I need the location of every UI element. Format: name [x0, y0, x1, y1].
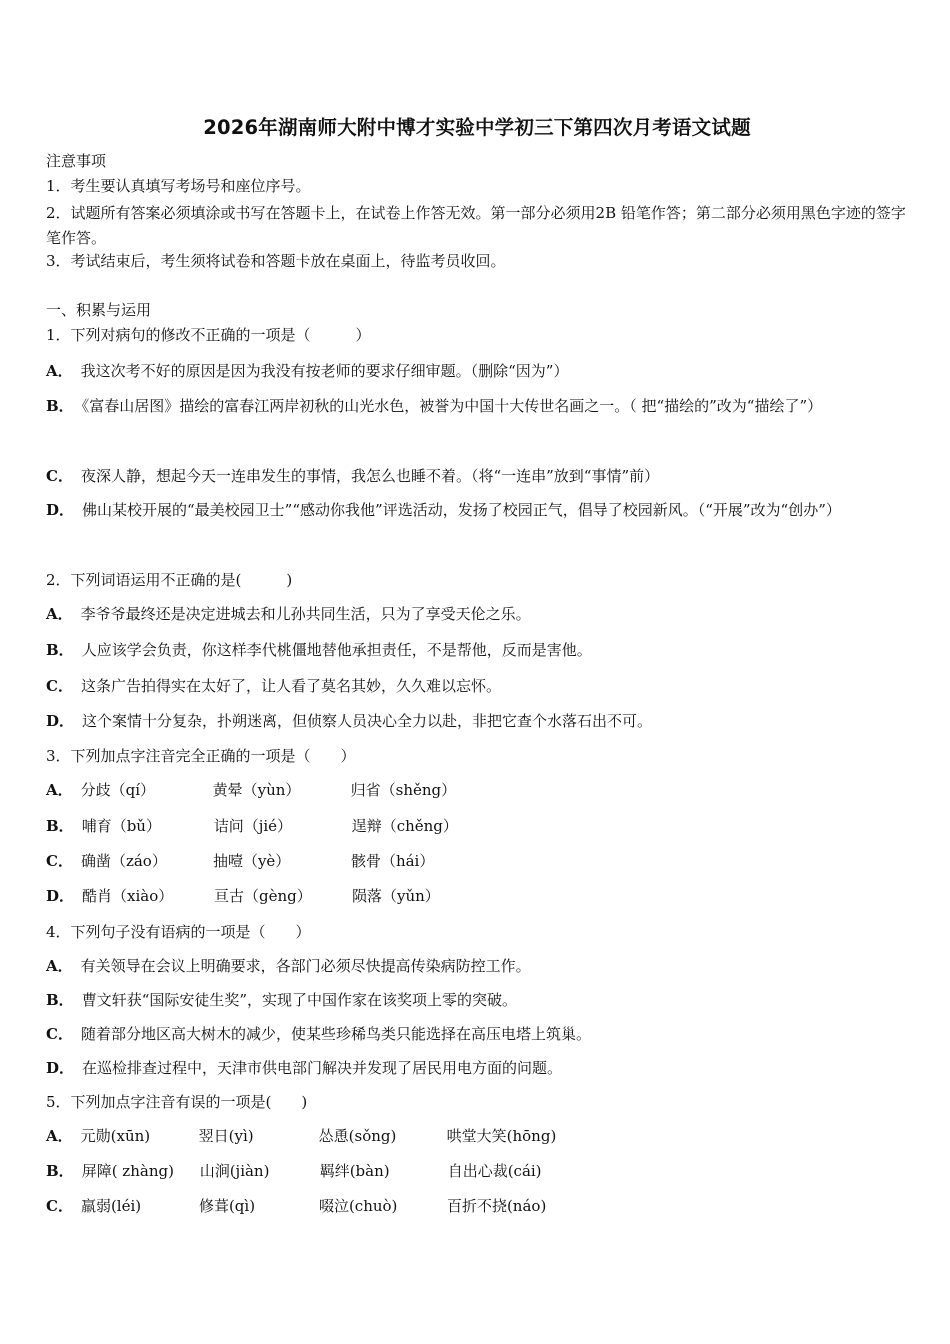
- q2-stem: 2．下列词语运用不正确的是( ): [46, 571, 293, 589]
- option-word: 羸弱(léi): [80, 1197, 142, 1215]
- option-word: 怂恿(sǒng): [318, 1127, 397, 1145]
- option-word: 归省（shěng）: [350, 781, 457, 799]
- option-label: A．: [46, 605, 73, 623]
- option-label: A．: [46, 1127, 73, 1145]
- option-text: 随着部分地区高大树木的减少，使某些珍稀鸟类只能选择在高压电塔上筑巢。: [80, 1025, 591, 1043]
- option-label: C．: [46, 1025, 73, 1043]
- notice-item-2: 2．试题所有答案必须填涂或书写在答题卡上，在试卷上作答无效。第一部分必须用2B 铅笔作答；第二部分必须用黑色字迹的签字笔作答。: [46, 204, 906, 247]
- option-word: 抽噎（yè）: [212, 852, 291, 870]
- option-word: 确凿（záo）: [80, 852, 167, 870]
- q3-option-c: [46, 851, 434, 871]
- option-text: 人应该学会负责，你这样李代桃僵地替他承担责任，不是帮他，反而是害他。: [81, 641, 592, 659]
- page-title: 2026年湖南师大附中博才实验中学初三下第四次月考语文试题: [203, 116, 751, 139]
- q1-option-a: [46, 361, 568, 381]
- q3-option-d: [46, 886, 440, 906]
- option-label: B．: [46, 397, 74, 415]
- option-word: 酷肖（xiào）: [82, 887, 174, 905]
- option-label: A．: [46, 781, 73, 799]
- q2-option-c: [46, 676, 501, 696]
- notice-item-3: 3．考试结束后，考生须将试卷和答题卡放在桌面上，待监考员收回。: [46, 252, 506, 270]
- option-word: 分歧（qí）: [80, 781, 156, 799]
- notice-heading: 注意事项: [46, 152, 107, 170]
- option-text: 在巡检排查过程中，天津市供电部门解决并发现了居民用电方面的问题。: [82, 1059, 563, 1077]
- option-label: D．: [46, 887, 75, 905]
- option-text: 这个案情十分复杂，扑朔迷离，但侦察人员决心全力以赴，非把它查个水落石出不可。: [82, 712, 653, 730]
- option-label: B．: [46, 817, 74, 835]
- option-word: 哺育（bǔ）: [81, 817, 161, 835]
- option-word: 黄晕（yùn）: [212, 781, 301, 799]
- q5-option-c: [46, 1196, 546, 1216]
- q3-option-a: [46, 780, 456, 800]
- option-word: 翌日(yì): [198, 1127, 254, 1145]
- q1-option-c: [46, 466, 659, 486]
- q3-stem: 3．下列加点字注音完全正确的一项是（ ）: [46, 747, 356, 765]
- option-word: 元勋(xūn): [80, 1127, 151, 1145]
- option-text: 这条广告拍得实在太好了，让人看了莫名其妙，久久难以忘怀。: [80, 677, 501, 695]
- q2-option-b: [46, 640, 592, 660]
- option-text: 曹文轩获“国际安徒生奖”，实现了中国作家在该奖项上零的突破。: [81, 991, 518, 1009]
- section-heading: 一、积累与运用: [46, 301, 152, 319]
- option-word: 亘古（gèng）: [214, 887, 312, 905]
- option-label: D．: [46, 1059, 75, 1077]
- option-text: 夜深人静，想起今天一连串发生的事情，我怎么也睡不着。（将“一连串”放到“事情”前）: [80, 467, 660, 485]
- q1-option-d: [46, 492, 908, 528]
- option-label: C．: [46, 677, 73, 695]
- option-text: 李爷爷最终还是决定进城去和儿孙共同生活，只为了享受天伦之乐。: [80, 605, 531, 623]
- option-word: 逞辩（chěng）: [351, 817, 458, 835]
- q4-option-b: [46, 990, 517, 1010]
- q4-option-a: [46, 956, 531, 976]
- option-word: 修葺(qì): [198, 1197, 256, 1215]
- option-word: 啜泣(chuò): [318, 1197, 398, 1215]
- option-word: 屏障( zhàng): [81, 1162, 174, 1180]
- q1-option-b: [46, 388, 908, 424]
- option-label: A．: [46, 362, 73, 380]
- q1-stem: 1．下列对病句的修改不正确的一项是（ ）: [46, 326, 371, 344]
- q2-option-a: [46, 604, 531, 624]
- option-label: B．: [46, 991, 74, 1009]
- q4-option-c: [46, 1024, 591, 1044]
- q4-option-d: [46, 1058, 562, 1078]
- option-label: D．: [46, 712, 75, 730]
- option-label: A．: [46, 957, 73, 975]
- q5-stem: 5．下列加点字注音有误的一项是( ): [46, 1093, 308, 1111]
- option-word: 骸骨（hái）: [350, 852, 435, 870]
- option-text: 有关领导在会议上明确要求，各部门必须尽快提高传染病防控工作。: [80, 957, 531, 975]
- option-word: 陨落（yǔn）: [352, 887, 440, 905]
- option-text: 我这次考不好的原因是因为我没有按老师的要求仔细审题。（删除“因为”）: [80, 362, 569, 380]
- option-label: C．: [46, 852, 73, 870]
- option-word: 羁绊(bàn): [319, 1162, 390, 1180]
- option-word: 诘问（jié）: [213, 817, 293, 835]
- option-label: B．: [46, 1162, 74, 1180]
- q3-option-b: [46, 816, 458, 836]
- q5-option-b: [46, 1161, 542, 1181]
- notice-item-1: 1．考生要认真填写考场号和座位序号。: [46, 177, 311, 195]
- option-label: D．: [46, 501, 75, 519]
- q4-stem: 4．下列句子没有语病的一项是（ ）: [46, 923, 311, 941]
- q2-option-d: [46, 711, 652, 731]
- option-word: 山涧(jiàn): [199, 1162, 270, 1180]
- option-word: 哄堂大笑(hōng): [446, 1127, 557, 1145]
- option-label: C．: [46, 467, 73, 485]
- option-text: 《富春山居图》描绘的富春江两岸初秋的山光水色，被誉为中国十大传世名画之一。（ 把“描绘的”改为“描绘了”）: [81, 397, 823, 415]
- q5-option-a: [46, 1126, 556, 1146]
- option-text: 佛山某校开展的“最美校园卫士”“感动你我他”评选活动，发扬了校园正气，倡导了校园新风。（“开展”改为“创办”）: [82, 501, 841, 519]
- option-label: B．: [46, 641, 74, 659]
- option-word: 百折不挠(náo): [446, 1197, 547, 1215]
- option-word: 自出心裁(cái): [447, 1162, 542, 1180]
- option-label: C．: [46, 1197, 73, 1215]
